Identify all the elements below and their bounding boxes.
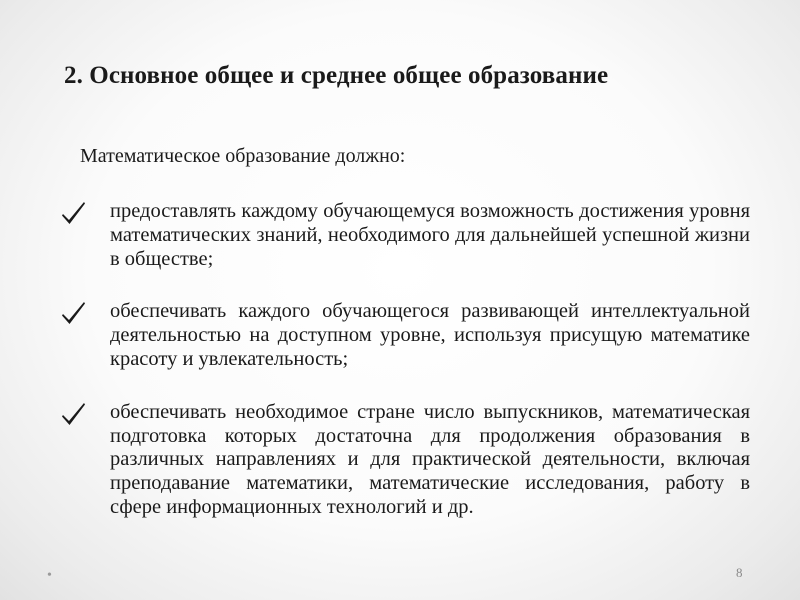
bullet-text: обеспечивать необходимое стране число выпускников, математическая подготовка которых достаточна для продолжения образования в различных направлениях и для практической деятельности, включая преподавание математики, математические исследования, работу в сфере информационных технологий и др. <box>110 400 750 518</box>
check-mark-icon <box>60 200 90 226</box>
bullet-item <box>60 401 750 520</box>
bullet-text: предоставлять каждому обучающемуся возможность достижения уровня математических знаний, необходимого для дальнейшей успешной жизни в обществе; <box>110 200 750 270</box>
slide-title: 2. Основное общее и среднее общее образование <box>64 62 609 89</box>
check-mark-icon <box>60 401 90 427</box>
intro-text: Математическое образование должно: <box>80 145 406 167</box>
footer-bullet: • <box>47 568 52 583</box>
bullet-list <box>60 200 750 549</box>
page-number: 8 <box>736 565 743 580</box>
bullet-item <box>60 300 750 371</box>
check-mark-icon <box>60 300 90 326</box>
bullet-item <box>60 200 750 271</box>
bullet-text: обеспечивать каждого обучающегося развивающей интеллектуальной деятельностью на доступном уровне, используя присущую математике красоту и увлекательность; <box>110 300 750 370</box>
